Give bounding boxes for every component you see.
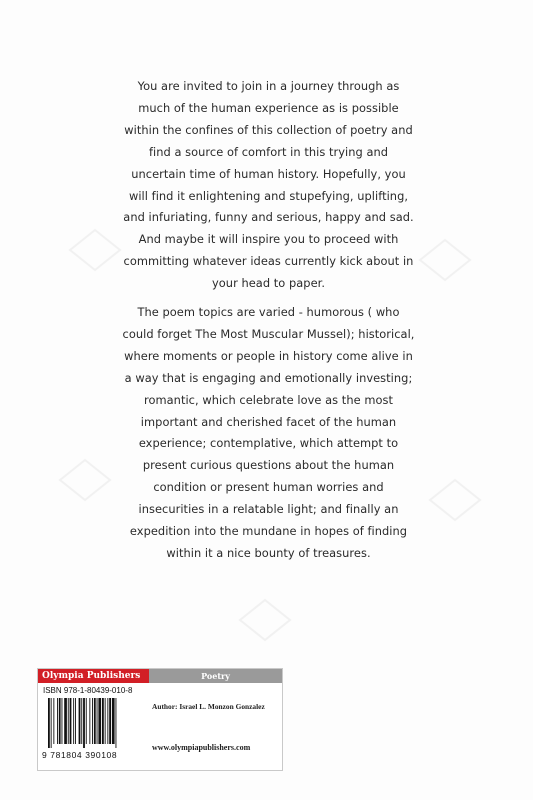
blurb-line: will find it enlightening and stupefying, uplifting,: [128, 188, 409, 203]
blurb-line: within it a nice bounty of treasures.: [166, 545, 371, 560]
blurb-line: within the confines of this collection of poetry and: [124, 122, 413, 137]
blurb-line: present curious questions about the human: [142, 458, 395, 473]
barcode-bar: [51, 698, 52, 748]
genre-label: Poetry: [149, 669, 282, 683]
barcode-bar: [57, 698, 58, 744]
blurb-line: romantic, which celebrate love as the most: [144, 392, 393, 407]
barcode-bar: [107, 698, 108, 744]
barcode-bar: [98, 698, 101, 744]
publisher-name: Olympia Publishers: [38, 669, 149, 683]
barcode-bar: [116, 698, 117, 748]
isbn-number: ISBN 978-1-80439-010-8: [43, 686, 133, 695]
barcode-bar: [109, 698, 111, 744]
barcode-bar: [73, 698, 74, 744]
publisher-info-box: [37, 668, 283, 771]
author-credit: [152, 702, 265, 711]
blurb-line: where moments or people in history come alive in: [124, 348, 413, 363]
barcode-bar: [75, 698, 76, 744]
blurb-line: experience; contemplative, which attempt to: [138, 436, 399, 451]
barcode-bar: [62, 698, 63, 744]
barcode-bar: [112, 698, 115, 744]
blurb-line: You are invited to join in a journey through as: [137, 79, 400, 93]
blurb-paragraph-2: [96, 302, 441, 565]
barcode-bar: [53, 698, 54, 744]
barcode: [47, 698, 143, 748]
barcode-bar: [64, 698, 67, 744]
barcode-bar: [70, 698, 72, 744]
blurb-line: condition or present human worries and: [153, 480, 384, 495]
barcode-bar: [89, 698, 90, 744]
publisher-website: www.olympiapublishers.com: [152, 743, 251, 752]
barcode-bar: [105, 698, 106, 744]
blurb-line: insecurities in a relatable light; and finally an: [138, 502, 399, 517]
blurb-line: And maybe it will inspire you to proceed with: [138, 232, 399, 247]
barcode-bar: [48, 698, 50, 748]
author-label: Author:: [152, 702, 178, 711]
barcode-bar: [102, 698, 104, 744]
barcode-bar: [94, 698, 96, 744]
blurb-line: expedition into the mundane in hopes of finding: [129, 524, 408, 539]
barcode-bar: [83, 698, 85, 748]
barcode-bar: [97, 698, 98, 744]
barcode-bar: [68, 698, 69, 744]
blurb-line: much of the human experience as is possible: [138, 100, 399, 115]
blurb-line: your head to paper.: [211, 276, 325, 291]
blurb-line: important and cherished facet of the human: [140, 414, 397, 429]
barcode-digits: 9 781804 390108: [42, 750, 118, 760]
blurb-line: and infuriating, funny and serious, happy and sad.: [123, 210, 414, 225]
blurb-line: uncertain time of human history. Hopefully, you: [131, 166, 406, 181]
blurb-paragraph-1: [96, 76, 441, 295]
barcode-bar: [59, 698, 61, 744]
barcode-bar: [81, 698, 82, 744]
barcode-bar: [79, 698, 81, 744]
blurb-line: The poem topics are varied - humorous ( who: [137, 305, 400, 319]
blurb-line: committing whatever ideas currently kick about in: [123, 254, 414, 269]
blurb-line: a way that is engaging and emotionally investing;: [124, 370, 413, 385]
barcode-bar: [86, 698, 87, 744]
blurb-line: could forget The Most Muscular Mussel); historical,: [122, 326, 415, 341]
author-name: Israel L. Monzon Gonzalez: [179, 702, 265, 711]
blurb-line: find a source of comfort in this trying and: [148, 144, 389, 159]
barcode-bar: [92, 698, 93, 744]
